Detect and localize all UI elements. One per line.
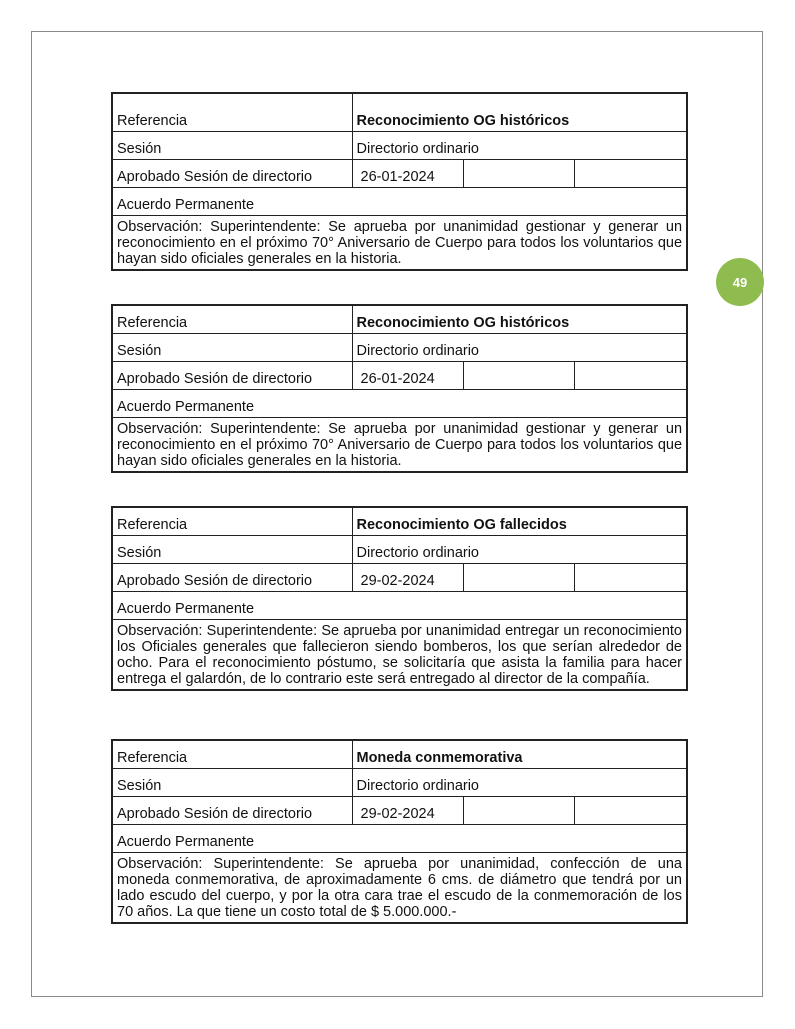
session-label: Sesión (112, 132, 352, 160)
observation-text: Observación: Superintendente: Se aprueba por unanimidad gestionar y generar un reconocimiento en el próximo 70° Aniversario de Cuerpo para todos los voluntarios que hayan sido oficiales generales en la historia. (112, 418, 687, 473)
approved-label: Aprobado Sesión de directorio (112, 362, 352, 390)
session-label: Sesión (112, 334, 352, 362)
empty-cell (463, 797, 574, 825)
reference-value: Moneda conmemorativa (352, 740, 687, 769)
agreement-type: Acuerdo Permanente (112, 825, 687, 853)
observation-text: Observación: Superintendente: Se aprueba por unanimidad gestionar y generar un reconocimiento en el próximo 70° Aniversario de Cuerpo para todos los voluntarios que hayan sido oficiales generales en la historia. (112, 216, 687, 271)
agreement-type: Acuerdo Permanente (112, 390, 687, 418)
empty-cell (463, 362, 574, 390)
approved-label: Aprobado Sesión de directorio (112, 160, 352, 188)
record-table (111, 739, 688, 924)
empty-cell (574, 564, 687, 592)
approved-date: 29-02-2024 (352, 564, 463, 592)
record-table (111, 304, 688, 473)
session-value: Directorio ordinario (352, 132, 687, 160)
reference-label: Referencia (112, 93, 352, 132)
session-label: Sesión (112, 769, 352, 797)
session-value: Directorio ordinario (352, 334, 687, 362)
empty-cell (574, 160, 687, 188)
reference-value: Reconocimiento OG históricos (352, 305, 687, 334)
session-value: Directorio ordinario (352, 769, 687, 797)
approved-label: Aprobado Sesión de directorio (112, 564, 352, 592)
reference-label: Referencia (112, 305, 352, 334)
reference-label: Referencia (112, 507, 352, 536)
page-number-badge: 49 (716, 258, 764, 306)
session-label: Sesión (112, 536, 352, 564)
session-value: Directorio ordinario (352, 536, 687, 564)
empty-cell (574, 797, 687, 825)
reference-value: Reconocimiento OG históricos (352, 93, 687, 132)
empty-cell (463, 564, 574, 592)
empty-cell (574, 362, 687, 390)
approved-label: Aprobado Sesión de directorio (112, 797, 352, 825)
agreement-type: Acuerdo Permanente (112, 188, 687, 216)
empty-cell (463, 160, 574, 188)
reference-value: Reconocimiento OG fallecidos (352, 507, 687, 536)
record-table (111, 92, 688, 271)
observation-text: Observación: Superintendente: Se aprueba por unanimidad, confección de una moneda conmemorativa, de aproximadamente 6 cms. de diámetro que tendrá por un lado escudo del cuerpo, y por la otra cara trae el escudo de la conmemoración de los 70 años. La que tiene un costo total de $ 5.000.000.- (112, 853, 687, 924)
approved-date: 29-02-2024 (352, 797, 463, 825)
observation-text: Observación: Superintendente: Se aprueba por unanimidad entregar un reconocimiento los Oficiales generales que fallecieron siendo bomberos, los que serían alrededor de ocho. Para el reconocimiento póstumo, se solicitaría que asista la familia para hacer entrega el galardón, de lo contrario este será entregado al director de la compañía. (112, 620, 687, 691)
approved-date: 26-01-2024 (352, 362, 463, 390)
record-table (111, 506, 688, 691)
agreement-type: Acuerdo Permanente (112, 592, 687, 620)
approved-date: 26-01-2024 (352, 160, 463, 188)
reference-label: Referencia (112, 740, 352, 769)
